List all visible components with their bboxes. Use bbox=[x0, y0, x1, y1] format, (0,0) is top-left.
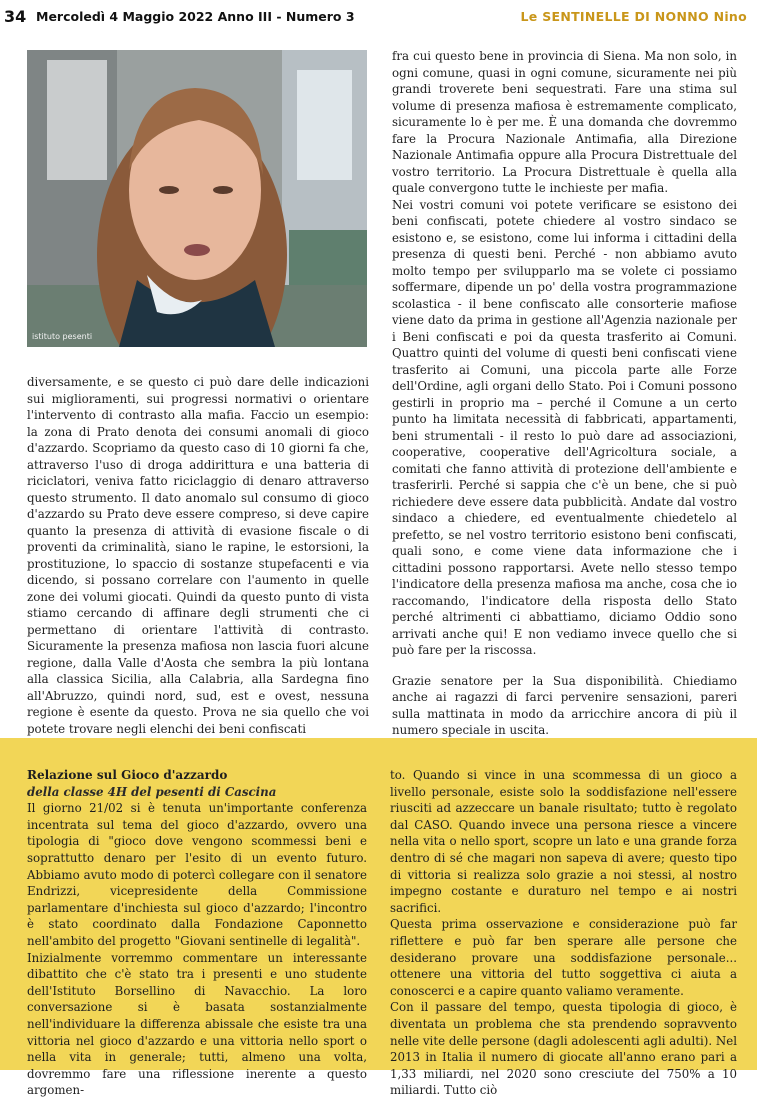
article-column-right bbox=[390, 767, 737, 1099]
paragraph: fra cui questo bene in provincia di Siena. Ma non solo, in ogni comune, quasi in ogni comune, sicuramente nei più grandi troverete beni sequestrati. Fare una stima sul volume di presenza mafiosa è estremamente complicato, sicuramente lo è per me. È una domanda che dovremmo fare la Procura Nazionale Antimafia, alla Direzione Nazionale Antimafia oppure alla Procura Distrettuale del vostro territorio. La Procura Distrettuale è quella alla quale convergono tutte le inchieste per mafia. bbox=[392, 49, 737, 195]
publication-name: Le SENTINELLE DI NONNO Nino bbox=[520, 9, 747, 24]
paragraph: Il giorno 21/02 si è tenuta un'importante conferenza incentrata sul tema del gioco d'azzardo, ovvero una tipologia di "gioco dove vengono scommessi beni e soprattutto denaro per l'esito di un evento futuro. Abbiamo avuto modo di potercì collegare con il senatore Endrizzi, vicepresidente della Commissione parlamentare d'inchiesta sul gioco d'azzardo; l'incontro è stato coordinato dalla Fondazione Caponnetto nell'ambito del progetto "Giovani sentinelle di legalità". bbox=[27, 801, 367, 948]
page-number: 34 bbox=[4, 7, 27, 26]
article-subtitle: della classe 4H del pesenti di Cascina bbox=[27, 784, 277, 799]
interview-column-right bbox=[392, 48, 737, 739]
article-column-left bbox=[27, 767, 367, 1099]
page-header bbox=[0, 0, 757, 32]
issue-date-line: Mercoledì 4 Maggio 2022 Anno III - Numero 3 bbox=[36, 9, 355, 24]
closing-paragraph: Grazie senatore per la Sua disponibilità. Chiediamo anche ai ragazzi di farci pervenire sensazioni, pareri sulla mattinata in modo da arricchire ancora di più il numero speciale in uscita. bbox=[392, 673, 737, 737]
article-title: Relazione sul Gioco d'azzardo bbox=[27, 768, 228, 782]
photo-caption: istituto pesenti bbox=[32, 332, 93, 341]
paragraph: Con il passare del tempo, questa tipologia di gioco, è diventata un problema che sta prendendo sopravvento nelle vite delle persone (dagli adolescenti agli adulti). Nel 2013 in Italia il numero di giocate all'anno erano pari a 1,33 miliardi, nel 2020 sono cresciute del 750% a 10 miliardi. Tutto ciò bbox=[390, 1000, 737, 1098]
paragraph: diversamente, e se questo ci può dare delle indicazioni sui miglioramenti, sui progressi normativi o orientare l'intervento di contrasto alla mafia. Faccio un esempio: la zona di Prato denota dei consumi anomali di gioco d'azzardo. Scopriamo da questo caso di 10 giorni fa che, attraverso l'uso di droga addirittura e una batteria di riciclatori, veniva fatto riciclaggio di denaro attraverso questo strumento. Il dato anomalo sul consumo di gioco d'azzardo su Prato deve essere compreso, si deve capire quanto la presenza di attività di evasione fiscale o di proventi da criminalità, siano le rapine, le estorsioni, la prostituzione, lo spaccio di sostanze stupefacenti e via dicendo, si possano correlare con l'aumento in quelle zone dei volumi giocati. Quindi da questo punto di vista stiamo cercando di affinare degli strumenti che ci permettano di orientare l'attività di contrasto. Sicuramente la presenza mafiosa non lascia fuori alcune regione, dalla Valle d'Aosta che sembra la più lontana alla classica Sicilia, alla Calabria, alla Sardegna fino all'Abruzzo, quindi nord, sud, est e ovest, nessuna regione è esente da questo. Prova ne sia quello che voi potete trovare negli elenchi dei beni confiscati bbox=[27, 375, 369, 736]
paragraph: Nei vostri comuni voi potete verificare se esistono dei beni confiscati, potete chiedere al vostro sindaco se esistono e, se esistono, come lui informa i cittadini della presenza di questi beni. Perché - non abbiamo avuto molto tempo per svilupparlo ma se volete ci possiamo soffermare, dipende un po' della vostra programmazione scolastica - il bene confiscato alle consorterie mafiose viene dato da prima in gestione all'Agenzia nazionale per i Beni confiscati e poi da questa trasferito ai Comuni. Quattro quinti del volume di questi beni confiscati viene trasferito ai Comuni, una piccola parte alle Forze dell'Ordine, agli organi dello Stato. Poi i Comuni possono gestirli in proprio ma – perché il Comune a un certo punto ha limitata necessità di fabbricati, appartamenti, beni strumentali - il resto lo può dare ad associazioni, cooperative, cooperative dell'Agricoltura sociale, a comitati che fanno attività di protezione dell'ambiente e trasferirli. Perché si sappia che c'è un bene, che si può richiedere deve essere data pubblicità. Andate dal vostro sindaco a chiedere, ed eventualmente chiedetelo al prefetto, se nel vostro territorio esistono beni confiscati, quali sono, e come viene data informazione che i cittadini possono rapportarsi. Avete nello stesso tempo l'indicatore della presenza mafiosa ma anche, cosa che io raccomando, l'indicatore della risposta dello Stato perché altrimenti ci abbattiamo, diciamo Oddio sono arrivati anche qui! E non vediamo invece quello che si può fare per la riscossa. bbox=[392, 197, 737, 657]
interview-column-left bbox=[27, 374, 369, 737]
paragraph: to. Quando si vince in una scommessa di un gioco a livello personale, esiste solo la soddisfazione nell'essere riusciti ad azzeccare un banale risultato; tutto è regolato dal CASO. Quando invece una persona riesce a vincere nella vita o nello sport, scopre un lato e una grande forza dentro di sé che magari non sapeva di avere; questo tipo di vittoria si realizza solo grazie a noi stessi, al nostro impegno costante e duraturo nel tempo e ai nostri sacrifici. bbox=[390, 768, 737, 915]
student-photo bbox=[27, 50, 367, 347]
paragraph: Inizialmente vorremmo commentare un interessante dibattito che c'è stato tra i presenti e uno studente dell'Istituto Borsellino di Navacchio. La loro conversazione si è basata sostanzialmente nell'individuare la differenza abissale che esiste tra una vittoria nel gioco d'azzardo e una vittoria nello sport o nella vita in generale; tutti, almeno una volta, dovremmo fare una riflessione inerente a questo argomen- bbox=[27, 950, 367, 1098]
paragraph: Questa prima osservazione e considerazione può far riflettere e può far ben sperare alle persone che desiderano provare una soddisfazione personale... ottenere una vittoria del tutto soggettiva ci aiuta a conoscerci e a capire quanto valiamo veramente. bbox=[390, 917, 737, 998]
